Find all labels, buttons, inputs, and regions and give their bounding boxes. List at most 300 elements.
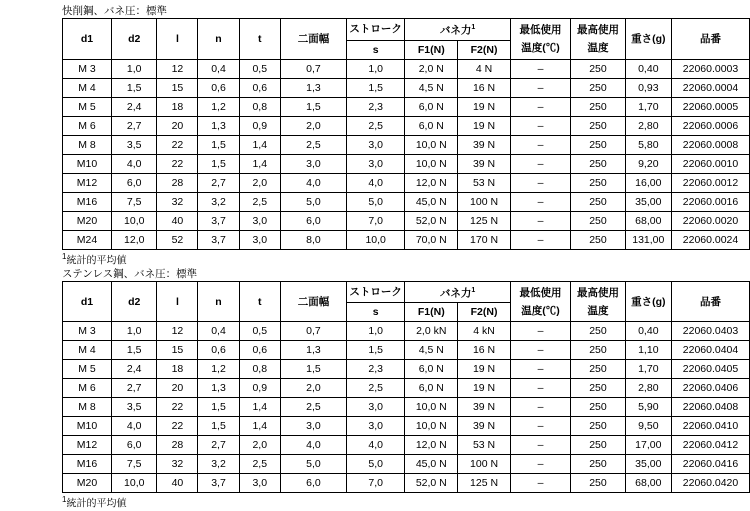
cell-span-width: 2,5 [280, 135, 346, 154]
cell-t: 3,0 [239, 211, 280, 230]
cell-f2: 19 N [458, 379, 511, 398]
cell-t: 0,6 [239, 78, 280, 97]
temp-max-line1: 最高使用 [576, 23, 619, 36]
cell-n: 1,2 [198, 360, 239, 379]
col-t: t [239, 281, 280, 322]
cell-stroke-s: 1,0 [347, 59, 405, 78]
cell-part-number: 22060.0008 [672, 135, 750, 154]
table-footnote-2 [0, 493, 750, 510]
table-row [63, 173, 750, 192]
cell-n: 1,2 [198, 97, 239, 116]
cell-stroke-s: 3,0 [347, 154, 405, 173]
cell-span-width: 5,0 [280, 192, 346, 211]
cell-temp-max: 250 [571, 230, 625, 249]
cell-span-width: 3,0 [280, 154, 346, 173]
cell-d1: M 3 [63, 322, 112, 341]
cell-d1: M20 [63, 474, 112, 493]
cell-span-width: 8,0 [280, 230, 346, 249]
col-t: t [239, 19, 280, 60]
cell-f2: 125 N [458, 474, 511, 493]
cell-span-width: 6,0 [280, 474, 346, 493]
cell-temp-min: – [510, 341, 570, 360]
cell-f2: 53 N [458, 173, 511, 192]
cell-part-number: 22060.0005 [672, 97, 750, 116]
cell-f1: 45,0 N [405, 192, 458, 211]
cell-temp-min: – [510, 173, 570, 192]
spring-force-label: バネ力 [439, 287, 472, 300]
cell-t: 2,0 [239, 436, 280, 455]
cell-d1: M 8 [63, 398, 112, 417]
cell-weight: 5,90 [625, 398, 671, 417]
cell-temp-max: 250 [571, 417, 625, 436]
cell-stroke-s: 4,0 [347, 436, 405, 455]
cell-temp-max: 250 [571, 116, 625, 135]
col-d1: d1 [63, 19, 112, 60]
cell-f2: 100 N [458, 455, 511, 474]
cell-l: 22 [157, 417, 198, 436]
col-d2: d2 [111, 19, 157, 60]
cell-temp-max: 250 [571, 154, 625, 173]
cell-l: 15 [157, 341, 198, 360]
cell-weight: 1,70 [625, 97, 671, 116]
cell-n: 1,3 [198, 116, 239, 135]
cell-l: 15 [157, 78, 198, 97]
cell-n: 1,5 [198, 135, 239, 154]
temp-max-line1: 最高使用 [576, 286, 619, 299]
cell-f1: 2,0 N [405, 59, 458, 78]
cell-d2: 4,0 [111, 417, 157, 436]
cell-t: 2,0 [239, 173, 280, 192]
cell-temp-max: 250 [571, 78, 625, 97]
cell-span-width: 2,0 [280, 379, 346, 398]
spring-force-footnote-marker: 1 [471, 286, 476, 294]
cell-part-number: 22060.0024 [672, 230, 750, 249]
table-row [63, 154, 750, 173]
col-temp-min [510, 19, 570, 60]
cell-d2: 7,5 [111, 192, 157, 211]
table-row [63, 97, 750, 116]
col-stroke-s: s [347, 40, 405, 59]
cell-d2: 1,0 [111, 322, 157, 341]
cell-d1: M16 [63, 455, 112, 474]
cell-f1: 6,0 N [405, 97, 458, 116]
col-temp-max [571, 19, 625, 60]
cell-temp-min: – [510, 116, 570, 135]
cell-n: 0,4 [198, 322, 239, 341]
cell-span-width: 1,5 [280, 360, 346, 379]
table-row [63, 341, 750, 360]
col-weight: 重さ(g) [625, 281, 671, 322]
cell-temp-min: – [510, 154, 570, 173]
cell-weight: 68,00 [625, 211, 671, 230]
cell-l: 18 [157, 360, 198, 379]
cell-d2: 6,0 [111, 173, 157, 192]
cell-f2: 39 N [458, 398, 511, 417]
temp-min-line1: 最低使用 [519, 286, 562, 299]
cell-n: 1,5 [198, 154, 239, 173]
cell-f1: 10,0 N [405, 398, 458, 417]
cell-d1: M 4 [63, 341, 112, 360]
cell-t: 0,9 [239, 379, 280, 398]
cell-d2: 2,4 [111, 97, 157, 116]
cell-temp-min: – [510, 436, 570, 455]
cell-part-number: 22060.0410 [672, 417, 750, 436]
cell-l: 22 [157, 154, 198, 173]
cell-temp-max: 250 [571, 97, 625, 116]
cell-t: 1,4 [239, 417, 280, 436]
cell-d1: M10 [63, 417, 112, 436]
table-row [63, 436, 750, 455]
col-l: l [157, 19, 198, 60]
cell-span-width: 5,0 [280, 455, 346, 474]
spec-table-steel [62, 18, 750, 250]
cell-d1: M 8 [63, 135, 112, 154]
cell-stroke-s: 1,0 [347, 322, 405, 341]
cell-weight: 35,00 [625, 455, 671, 474]
cell-f2: 4 N [458, 59, 511, 78]
cell-temp-max: 250 [571, 474, 625, 493]
cell-span-width: 3,0 [280, 417, 346, 436]
cell-stroke-s: 2,3 [347, 97, 405, 116]
cell-temp-max: 250 [571, 360, 625, 379]
cell-t: 0,8 [239, 360, 280, 379]
cell-stroke-s: 3,0 [347, 417, 405, 436]
cell-n: 1,3 [198, 379, 239, 398]
cell-d2: 4,0 [111, 154, 157, 173]
cell-d1: M 6 [63, 116, 112, 135]
table-row [63, 211, 750, 230]
header-row-group [63, 19, 750, 41]
cell-d2: 1,0 [111, 59, 157, 78]
col-stroke-s: s [347, 303, 405, 322]
table-header [63, 19, 750, 60]
cell-weight: 17,00 [625, 436, 671, 455]
cell-temp-max: 250 [571, 398, 625, 417]
cell-temp-min: – [510, 192, 570, 211]
col-weight: 重さ(g) [625, 19, 671, 60]
cell-n: 0,6 [198, 341, 239, 360]
cell-span-width: 1,3 [280, 78, 346, 97]
cell-f1: 6,0 N [405, 360, 458, 379]
cell-stroke-s: 10,0 [347, 230, 405, 249]
cell-d1: M24 [63, 230, 112, 249]
table-row [63, 398, 750, 417]
cell-weight: 9,20 [625, 154, 671, 173]
cell-span-width: 6,0 [280, 211, 346, 230]
cell-span-width: 0,7 [280, 322, 346, 341]
cell-l: 20 [157, 379, 198, 398]
cell-l: 40 [157, 474, 198, 493]
cell-part-number: 22060.0416 [672, 455, 750, 474]
cell-temp-max: 250 [571, 379, 625, 398]
col-span-width: 二面幅 [280, 19, 346, 60]
cell-l: 32 [157, 192, 198, 211]
cell-t: 0,8 [239, 97, 280, 116]
spec-section-steel [0, 4, 750, 267]
cell-d1: M12 [63, 173, 112, 192]
cell-l: 28 [157, 436, 198, 455]
cell-stroke-s: 3,0 [347, 135, 405, 154]
footnote-marker: 1 [62, 495, 67, 505]
cell-part-number: 22060.0004 [672, 78, 750, 97]
cell-t: 1,4 [239, 154, 280, 173]
table-row [63, 360, 750, 379]
cell-weight: 9,50 [625, 417, 671, 436]
cell-l: 40 [157, 211, 198, 230]
cell-temp-max: 250 [571, 322, 625, 341]
cell-l: 18 [157, 97, 198, 116]
cell-part-number: 22060.0420 [672, 474, 750, 493]
table-row [63, 474, 750, 493]
cell-f2: 39 N [458, 135, 511, 154]
cell-span-width: 4,0 [280, 173, 346, 192]
cell-d1: M10 [63, 154, 112, 173]
cell-d1: M 5 [63, 97, 112, 116]
table-header-2 [63, 281, 750, 322]
cell-stroke-s: 2,3 [347, 360, 405, 379]
col-stroke-group: ストローク [347, 19, 405, 41]
cell-t: 3,0 [239, 230, 280, 249]
cell-d1: M20 [63, 211, 112, 230]
spec-table-stainless [62, 281, 750, 494]
cell-d1: M 4 [63, 78, 112, 97]
cell-part-number: 22060.0012 [672, 173, 750, 192]
col-d1: d1 [63, 281, 112, 322]
header-row-group-2 [63, 281, 750, 303]
cell-span-width: 1,3 [280, 341, 346, 360]
cell-d2: 7,5 [111, 455, 157, 474]
col-d2: d2 [111, 281, 157, 322]
cell-temp-min: – [510, 474, 570, 493]
cell-f2: 53 N [458, 436, 511, 455]
table-row [63, 455, 750, 474]
cell-l: 28 [157, 173, 198, 192]
cell-temp-max: 250 [571, 211, 625, 230]
cell-d2: 3,5 [111, 398, 157, 417]
cell-temp-min: – [510, 398, 570, 417]
cell-f2: 125 N [458, 211, 511, 230]
col-l: l [157, 281, 198, 322]
cell-temp-min: – [510, 230, 570, 249]
cell-span-width: 2,5 [280, 398, 346, 417]
cell-t: 2,5 [239, 192, 280, 211]
table-body-stainless [63, 322, 750, 493]
cell-d2: 1,5 [111, 341, 157, 360]
cell-n: 3,7 [198, 230, 239, 249]
cell-stroke-s: 1,5 [347, 78, 405, 97]
cell-part-number: 22060.0405 [672, 360, 750, 379]
cell-d2: 1,5 [111, 78, 157, 97]
cell-d2: 3,5 [111, 135, 157, 154]
table-row [63, 230, 750, 249]
table-row [63, 192, 750, 211]
col-f2: F2(N) [458, 303, 511, 322]
cell-n: 3,7 [198, 211, 239, 230]
col-temp-min [510, 281, 570, 322]
cell-weight: 68,00 [625, 474, 671, 493]
cell-d2: 2,7 [111, 116, 157, 135]
cell-f1: 4,5 N [405, 341, 458, 360]
cell-temp-min: – [510, 135, 570, 154]
col-f1: F1(N) [405, 303, 458, 322]
cell-weight: 0,93 [625, 78, 671, 97]
temp-max-line2: 温度 [587, 304, 609, 317]
cell-f2: 19 N [458, 360, 511, 379]
cell-stroke-s: 2,5 [347, 379, 405, 398]
cell-span-width: 4,0 [280, 436, 346, 455]
cell-f2: 19 N [458, 97, 511, 116]
cell-n: 0,6 [198, 78, 239, 97]
cell-temp-min: – [510, 78, 570, 97]
col-spring-force-group [405, 281, 511, 303]
cell-temp-max: 250 [571, 59, 625, 78]
cell-d2: 2,7 [111, 379, 157, 398]
cell-l: 32 [157, 455, 198, 474]
cell-f1: 10,0 N [405, 135, 458, 154]
cell-f1: 10,0 N [405, 417, 458, 436]
cell-t: 0,9 [239, 116, 280, 135]
cell-weight: 1,70 [625, 360, 671, 379]
col-spring-force-group [405, 19, 511, 41]
cell-l: 52 [157, 230, 198, 249]
cell-f2: 16 N [458, 341, 511, 360]
cell-temp-min: – [510, 322, 570, 341]
cell-temp-min: – [510, 97, 570, 116]
cell-stroke-s: 2,5 [347, 116, 405, 135]
cell-part-number: 22060.0404 [672, 341, 750, 360]
cell-part-number: 22060.0003 [672, 59, 750, 78]
cell-stroke-s: 7,0 [347, 211, 405, 230]
cell-d2: 6,0 [111, 436, 157, 455]
cell-d1: M16 [63, 192, 112, 211]
cell-stroke-s: 1,5 [347, 341, 405, 360]
cell-part-number: 22060.0412 [672, 436, 750, 455]
cell-t: 3,0 [239, 474, 280, 493]
cell-f1: 6,0 N [405, 379, 458, 398]
temp-max-line2: 温度 [587, 41, 609, 54]
col-f1: F1(N) [405, 40, 458, 59]
cell-part-number: 22060.0006 [672, 116, 750, 135]
cell-n: 2,7 [198, 173, 239, 192]
cell-part-number: 22060.0010 [672, 154, 750, 173]
section-title: 快削鋼、バネ圧：標準 [62, 5, 167, 17]
cell-f1: 2,0 kN [405, 322, 458, 341]
spring-force-footnote-marker: 1 [471, 24, 476, 31]
cell-part-number: 22060.0403 [672, 322, 750, 341]
cell-f1: 6,0 N [405, 116, 458, 135]
cell-temp-max: 250 [571, 436, 625, 455]
cell-n: 1,5 [198, 417, 239, 436]
cell-stroke-s: 3,0 [347, 398, 405, 417]
cell-f2: 39 N [458, 417, 511, 436]
footnote-text: 統計的平均値 [66, 254, 127, 266]
cell-part-number: 22060.0020 [672, 211, 750, 230]
cell-temp-min: – [510, 379, 570, 398]
footnote-text: 統計的平均値 [66, 498, 127, 510]
cell-weight: 2,80 [625, 116, 671, 135]
spec-section-stainless [0, 267, 750, 511]
cell-f1: 52,0 N [405, 474, 458, 493]
cell-f1: 70,0 N [405, 230, 458, 249]
cell-f1: 52,0 N [405, 211, 458, 230]
cell-f2: 19 N [458, 116, 511, 135]
cell-stroke-s: 5,0 [347, 455, 405, 474]
cell-span-width: 1,5 [280, 97, 346, 116]
cell-temp-min: – [510, 59, 570, 78]
cell-l: 20 [157, 116, 198, 135]
cell-f2: 170 N [458, 230, 511, 249]
cell-temp-max: 250 [571, 341, 625, 360]
cell-temp-min: – [510, 455, 570, 474]
table-footnote [0, 250, 750, 267]
cell-n: 3,2 [198, 192, 239, 211]
cell-d2: 10,0 [111, 474, 157, 493]
cell-span-width: 2,0 [280, 116, 346, 135]
col-temp-max [571, 281, 625, 322]
table-row [63, 417, 750, 436]
table-row [63, 116, 750, 135]
cell-temp-min: – [510, 360, 570, 379]
cell-stroke-s: 5,0 [347, 192, 405, 211]
cell-weight: 2,80 [625, 379, 671, 398]
cell-weight: 1,10 [625, 341, 671, 360]
temp-min-line2: 温度(℃) [521, 41, 560, 54]
cell-weight: 0,40 [625, 59, 671, 78]
table-row [63, 59, 750, 78]
cell-stroke-s: 7,0 [347, 474, 405, 493]
cell-temp-min: – [510, 417, 570, 436]
cell-l: 12 [157, 322, 198, 341]
cell-d2: 2,4 [111, 360, 157, 379]
cell-n: 0,4 [198, 59, 239, 78]
col-span-width: 二面幅 [280, 281, 346, 322]
cell-part-number: 22060.0016 [672, 192, 750, 211]
cell-d1: M 6 [63, 379, 112, 398]
cell-stroke-s: 4,0 [347, 173, 405, 192]
cell-temp-max: 250 [571, 455, 625, 474]
cell-weight: 16,00 [625, 173, 671, 192]
table-row [63, 78, 750, 97]
col-f2: F2(N) [458, 40, 511, 59]
cell-l: 12 [157, 59, 198, 78]
cell-n: 3,2 [198, 455, 239, 474]
cell-n: 2,7 [198, 436, 239, 455]
cell-t: 1,4 [239, 135, 280, 154]
footnote-marker: 1 [62, 251, 67, 261]
cell-l: 22 [157, 398, 198, 417]
table-row [63, 379, 750, 398]
cell-span-width: 0,7 [280, 59, 346, 78]
cell-part-number: 22060.0406 [672, 379, 750, 398]
table-row [63, 135, 750, 154]
section-title-2: ステンレス鋼、バネ圧：標準 [62, 267, 198, 280]
cell-d1: M12 [63, 436, 112, 455]
cell-t: 2,5 [239, 455, 280, 474]
cell-part-number: 22060.0408 [672, 398, 750, 417]
cell-f1: 4,5 N [405, 78, 458, 97]
cell-f1: 12,0 N [405, 436, 458, 455]
cell-d1: M 5 [63, 360, 112, 379]
col-stroke-group: ストローク [347, 281, 405, 303]
col-n: n [198, 281, 239, 322]
cell-d2: 12,0 [111, 230, 157, 249]
cell-t: 0,5 [239, 59, 280, 78]
cell-temp-max: 250 [571, 173, 625, 192]
cell-d2: 10,0 [111, 211, 157, 230]
temp-min-line2: 温度(℃) [521, 304, 560, 317]
col-n: n [198, 19, 239, 60]
table-body-steel [63, 59, 750, 249]
